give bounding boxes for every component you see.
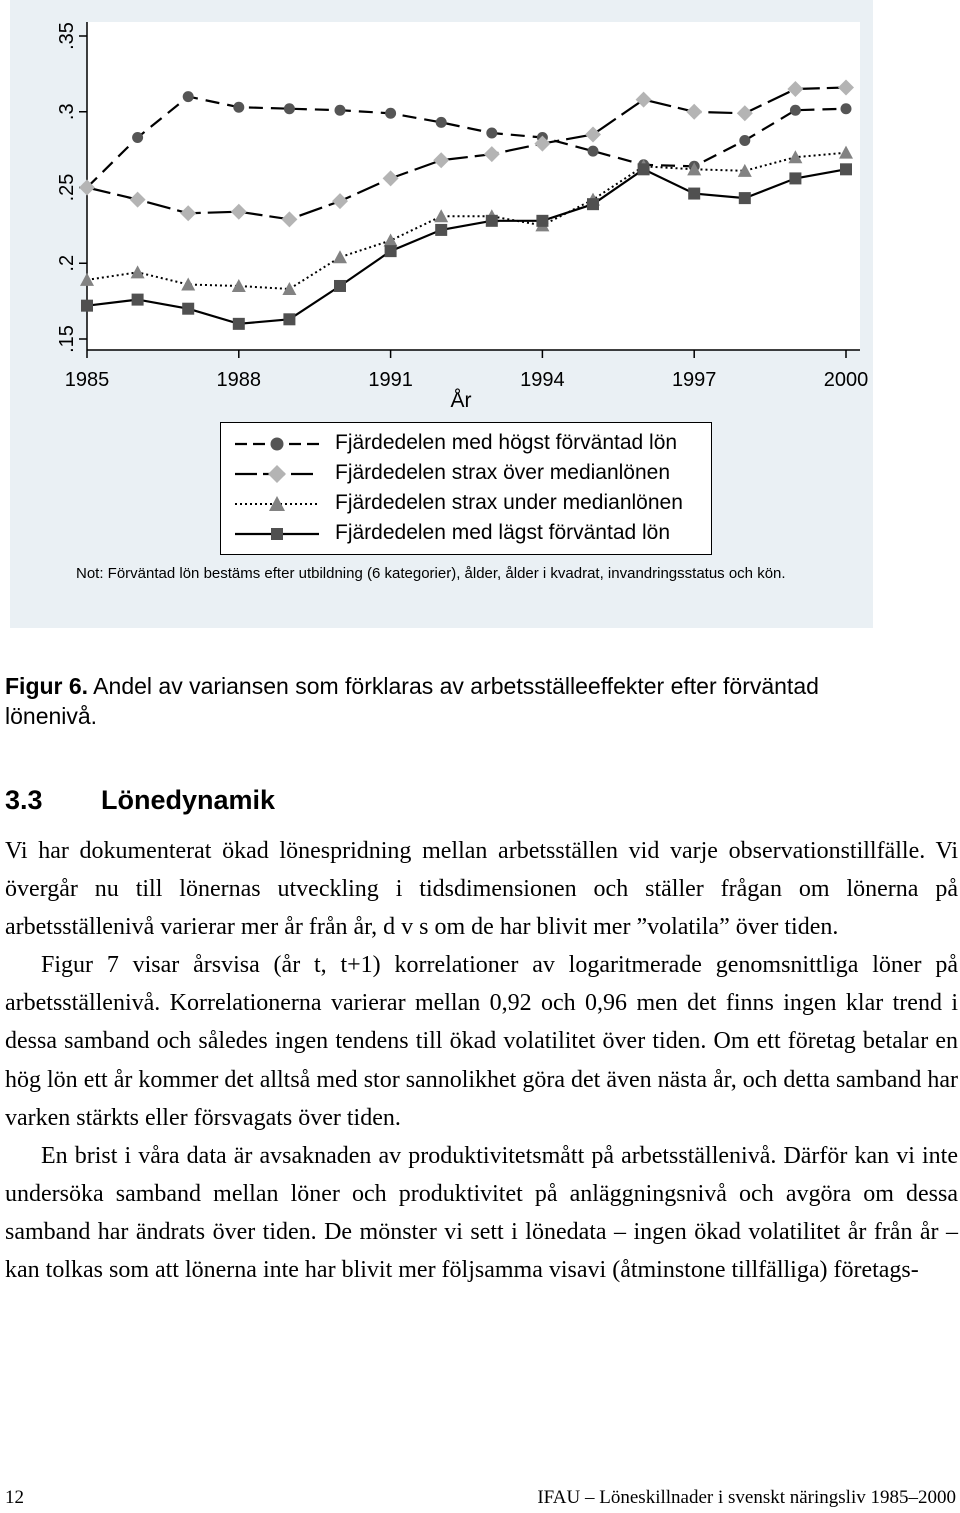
x-tick-label: 1997	[671, 369, 717, 391]
data-point	[588, 146, 599, 157]
x-axis-title: År	[450, 389, 472, 412]
section-title: Lönedynamik	[101, 785, 276, 815]
y-tick-label: .15	[56, 325, 78, 353]
legend-swatch-high	[235, 429, 345, 459]
legend-swatch-above-median	[235, 459, 345, 489]
legend-swatch-below-median	[235, 489, 345, 519]
data-point	[385, 108, 396, 119]
x-tick-label: 1988	[216, 369, 262, 391]
data-point	[486, 127, 497, 138]
paragraph: Figur 7 visar årsvisa (år t, t+1) korrelationer av logaritmerade genomsnittliga löner på arbetsställenivå. Korrelationerna varierar mellan 0,92 och 0,96 men det finns ingen klar trend i dessa samband och således ingen tendens till ökad volatilitet över tiden. Om ett företag betalar en hög lön ett år kommer det alltså med stor sannolikhet göra det även nästa år, och detta samband har varken stärkts eller försvagats över tiden.	[5, 952, 958, 1131]
figure-caption	[5, 671, 895, 731]
data-point	[435, 224, 447, 236]
legend-label: Fjärdedelen strax under medianlönen	[335, 491, 683, 514]
y-tick-label: .35	[56, 22, 78, 50]
data-point	[81, 300, 93, 312]
legend-label: Fjärdedelen med högst förväntad lön	[335, 431, 678, 454]
data-point	[436, 117, 447, 128]
data-point	[233, 102, 244, 113]
y-tick-label: .3	[56, 103, 78, 121]
legend-item	[221, 459, 711, 489]
data-point	[536, 215, 548, 227]
data-point	[335, 105, 346, 116]
y-tick-label: .25	[56, 173, 78, 202]
paragraph: Vi har dokumenterat ökad lönespridning mellan arbetsställen vid varje observationstillfälle. Vi övergår nu till lönernas utveckling i tidsdimensionen och ställer frågan om lönerna på arbetsställenivå varierar mer år från år, d v s om de har blivit mer ”volatila” över tiden.	[5, 838, 958, 941]
legend-item	[221, 519, 711, 549]
data-point	[840, 163, 852, 175]
data-point	[790, 105, 801, 116]
data-point	[587, 198, 599, 210]
x-tick-label: 1994	[520, 369, 565, 391]
legend-label: Fjärdedelen med lägst förväntad lön	[335, 521, 671, 544]
legend-item	[221, 489, 711, 519]
x-tick-label: 2000	[823, 369, 869, 391]
legend	[220, 422, 712, 555]
paragraph: En brist i våra data är avsaknaden av produktivitetsmått på arbetsställenivå. Därför kan vi inte undersöka samband mellan löner och produktivitet på anläggningsnivå och avgöra om dessa samband har ändrats över tiden. De mönster vi sett i lönedata – ingen ökad volatilitet år från år – kan tolkas som att lönerna inte har blivit mer följsamma visavi (åtminstone tillfälliga) företags-	[5, 1142, 958, 1284]
data-point	[638, 163, 650, 175]
data-point	[283, 313, 295, 325]
data-point	[739, 135, 750, 146]
figure-panel	[10, 0, 873, 628]
data-point	[334, 280, 346, 292]
legend-swatch-low	[235, 519, 345, 549]
data-point	[132, 294, 144, 306]
data-point	[789, 172, 801, 184]
body-text	[5, 832, 958, 1289]
data-point	[284, 103, 295, 114]
page-number: 12	[5, 1487, 24, 1508]
data-point	[739, 192, 751, 204]
x-tick-label: 1985	[64, 369, 110, 391]
figure-note: Not: Förväntad lön bestäms efter utbildning (6 kategorier), ålder, ålder i kvadrat, invandringsstatus och kön.	[76, 565, 786, 582]
data-point	[688, 188, 700, 200]
data-point	[182, 303, 194, 315]
legend-item	[221, 429, 711, 459]
plot-area	[87, 22, 860, 350]
data-point	[183, 91, 194, 102]
data-point	[233, 318, 245, 330]
figure-caption-label: Figur 6.	[5, 673, 89, 699]
data-point	[841, 103, 852, 114]
section-heading	[5, 785, 275, 816]
figure-caption-text: Andel av variansen som förklaras av arbetsställeeffekter efter förväntad lönenivå.	[5, 673, 819, 729]
y-tick-label: .2	[56, 254, 78, 272]
section-number: 3.3	[5, 785, 43, 815]
data-point	[132, 132, 143, 143]
x-tick-label: 1991	[368, 369, 413, 391]
data-point	[385, 245, 397, 257]
running-title: IFAU – Löneskillnader i svenskt näringsliv 1985–2000	[537, 1487, 956, 1508]
legend-label: Fjärdedelen strax över medianlönen	[335, 461, 671, 484]
data-point	[486, 215, 498, 227]
